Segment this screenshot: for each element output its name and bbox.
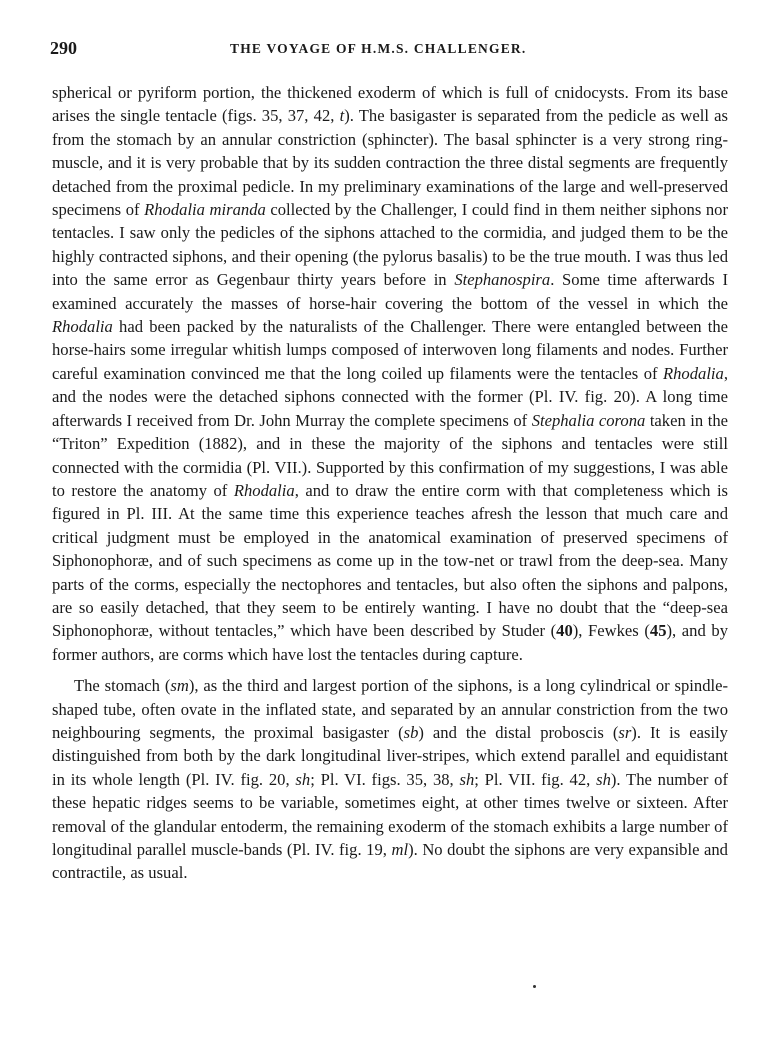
text-run: ml	[391, 840, 409, 859]
text-run: Stephalia corona	[531, 410, 646, 430]
text-run: had been packed by the naturalists of the Challenger. There were entangled between the horse-hairs some irregular whitish lumps composed of interwoven long filaments and nodes. Further careful examination convinced me that the long coiled up filaments were the tentacles of	[52, 317, 728, 383]
text-run: ; Pl. VI. figs. 35, 38,	[310, 769, 460, 789]
text-run: ), as the third and largest portion of the siphons, is a long cylindrical or spindle-shaped tube, often ovate in the inflated state, and separated by an annular constriction from the two neighbouring segments, the proximal basigaster (	[52, 676, 728, 742]
text-run: ). The basigaster is separated from the pedicle as well as from the stomach by an annular constriction (sphincter). The basal sphincter is a very strong ring-muscle, and it is very probable that by its sudden contraction the three distal segments are frequently detached from the proximal pedicle. In my preliminary examinations of the large and well-preserved specimens of	[52, 106, 728, 220]
text-run: 45	[649, 621, 667, 641]
text-run: taken in the “Triton” Expedition (1882), and in these the majority of the siphons and tentacles were still connected with the cormidia (Pl. VII.). Supported by this confirmation of my suggestions, I was able to restore the anatomy of	[52, 410, 728, 500]
text-run: sh	[596, 769, 611, 789]
text-run: , and the nodes were the detached siphons connected with the former (Pl. IV. fig. 20). A long time afterwards I received from Dr. John Murray the complete specimens of	[52, 363, 728, 430]
text-run: ) and the distal proboscis (	[418, 722, 619, 742]
text-run: sh	[295, 769, 311, 789]
text-run: sr	[618, 722, 632, 742]
body-text	[52, 81, 728, 885]
text-run: Rhodalia	[52, 317, 113, 337]
text-run: spherical or pyriform portion, the thickened exoderm of which is full of cnidocysts. From its base arises the single tentacle (figs. 35, 37, 42,	[52, 83, 728, 126]
text-run: . Some time afterwards I examined accurately the masses of horse-hair covering the bottom of the vessel in which the	[52, 270, 728, 313]
text-run: 40	[556, 621, 573, 641]
text-run: t	[339, 106, 345, 126]
text-run: sh	[459, 769, 475, 789]
paragraph-1	[52, 81, 728, 666]
text-run: collected by the Challenger, I could find in them neither siphons nor tentacles. I saw only the pedicles of the siphons attached to the cormidia, and judged them to be the highly contracted siphons, and their opening (the pylorus basalis) to be the true mouth. I was thus led into the same error as Gegenbaur thirty years before in	[52, 200, 728, 290]
text-run: Rhodalia	[233, 480, 295, 500]
page-number: 290	[50, 38, 77, 58]
text-run: Rhodalia miranda	[144, 200, 266, 220]
print-speck	[533, 985, 536, 988]
running-head: THE VOYAGE OF H.M.S. CHALLENGER.	[230, 41, 527, 56]
text-run: , and to draw the entire corm with that completeness which is figured in Pl. III. At the same time this experience teaches afresh the lesson that much care and critical judgment must be employed in the anatomical examination of preserved specimens of Siphonophoræ, and of such specimens as come up in the tow-net or trawl from the deep-sea. Many parts of the corms, especially the nectophores and tentacles, but also often the siphons and palpons, are so easily detached, that they seem to be entirely wanting. I have no doubt that the “deep-sea Siphonophoræ, without tentacles,” which have been described by Studer (	[52, 480, 729, 641]
text-run: sb	[403, 722, 419, 742]
text-run: sm	[170, 676, 189, 696]
text-run: ; Pl. VII. fig. 42,	[474, 769, 597, 789]
text-run: ), Fewkes (	[572, 621, 650, 641]
text-run: ). No doubt the siphons are very expansible and contractile, as usual.	[52, 840, 728, 883]
text-run: ). It is easily distinguished from both by the dark longitudinal liver-stripes, which extend parallel and equidistant in its whole length (Pl. IV. fig. 20,	[52, 722, 728, 789]
paragraph-2	[52, 674, 728, 885]
page-header	[50, 38, 730, 60]
text-run: Stephanospira	[454, 270, 551, 290]
text-run: The stomach (	[74, 676, 171, 696]
text-run: Rhodalia	[663, 363, 724, 383]
text-run: ). The number of these hepatic ridges seems to be variable, sometimes eight, at other times twelve or sixteen. After removal of the glandular entoderm, the remaining exoderm of the stomach exhibits a large number of longitudinal parallel muscle-bands (Pl. IV. fig. 19,	[52, 769, 728, 859]
text-run: ), and by former authors, are corms which have lost the tentacles during capture.	[52, 621, 728, 664]
